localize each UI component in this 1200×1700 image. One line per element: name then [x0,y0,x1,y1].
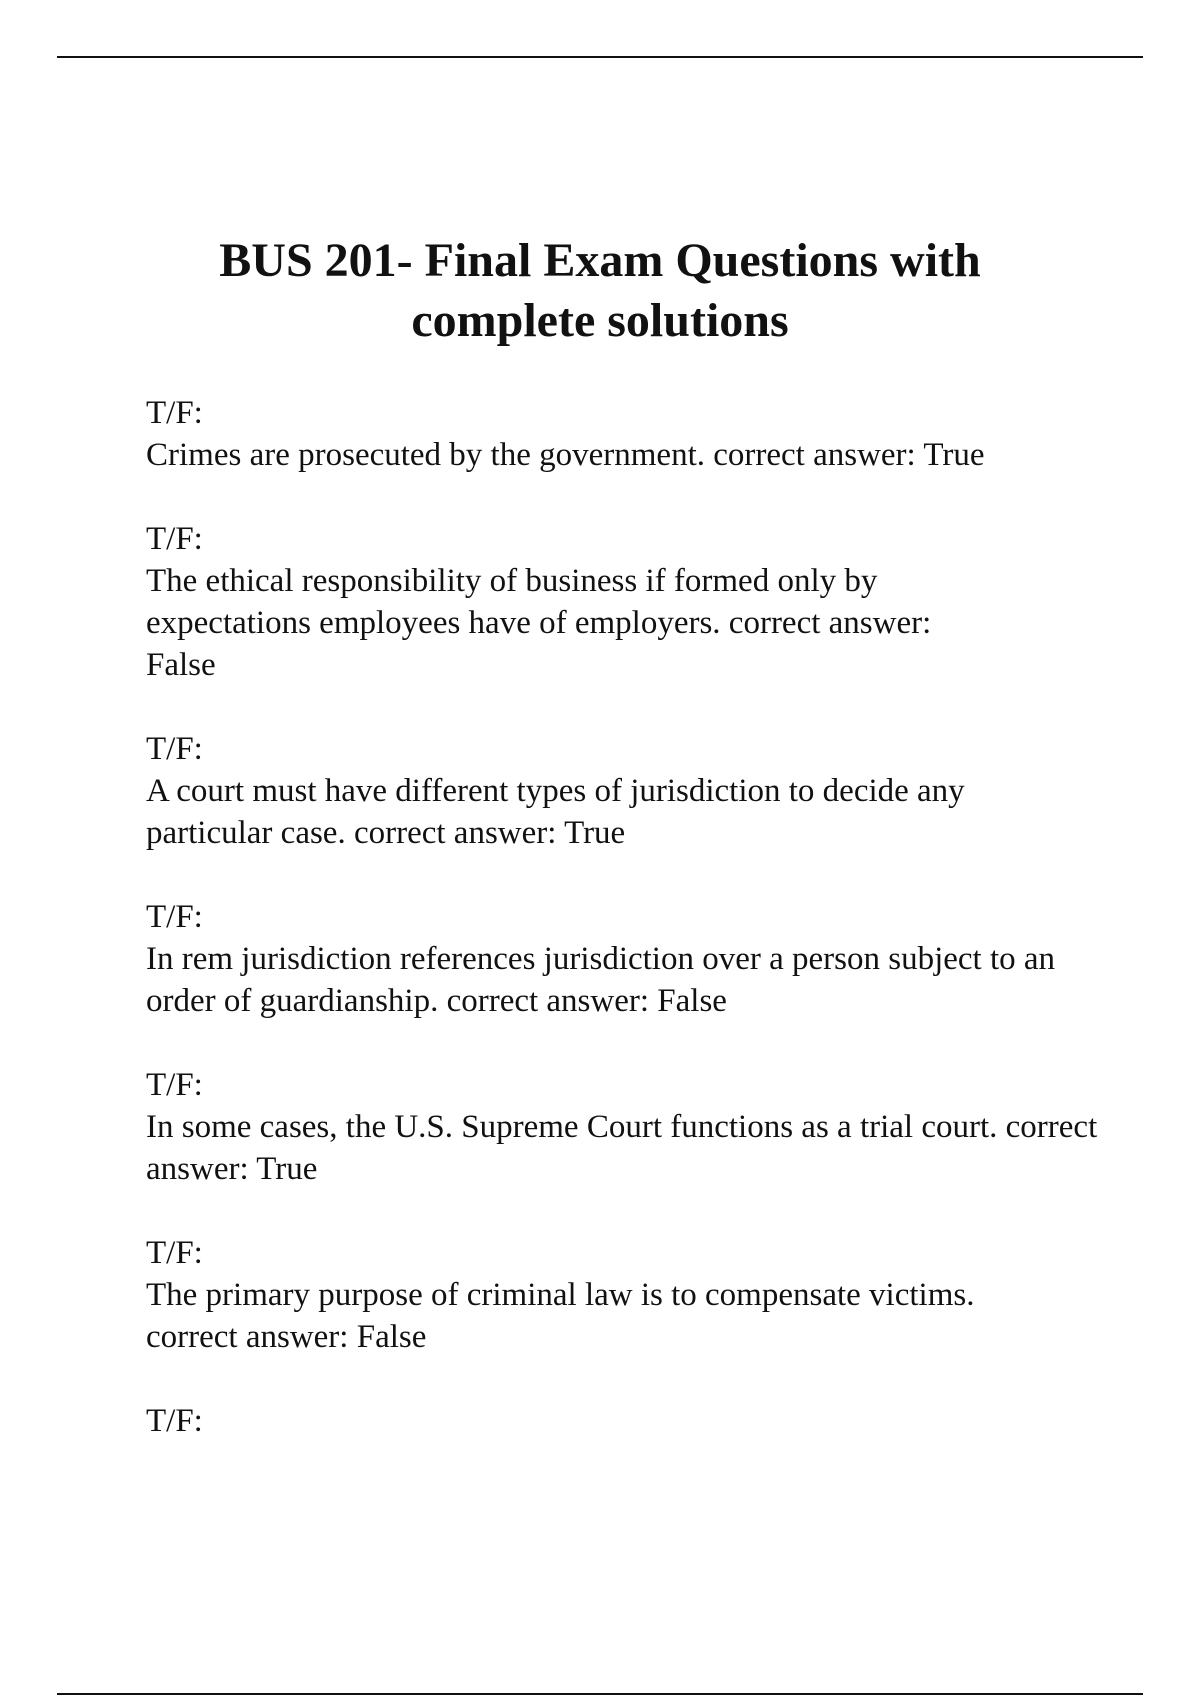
question-text: In rem jurisdiction references jurisdiction over a person subject to an order of guardianship. correct answer: False [146,941,1056,1019]
footer-rule [57,1693,1143,1695]
question-item [146,518,1146,686]
question-item [146,1400,1146,1442]
question-item [146,728,1146,854]
question-type: T/F: [146,1235,203,1271]
question-type: T/F: [146,731,203,767]
question-type: T/F: [146,395,203,431]
document-title [100,231,1100,351]
question-item [146,896,1146,1022]
question-item [146,1232,1146,1358]
title-line-1: BUS 201- Final Exam Questions with [219,234,981,287]
question-type: T/F: [146,899,203,935]
question-text: A court must have different types of jurisdiction to decide any particular case. correct answer: True [146,773,965,851]
question-text: In some cases, the U.S. Supreme Court functions as a trial court. correct answer: True [146,1109,1098,1187]
header-rule [57,56,1143,58]
question-type: T/F: [146,1067,203,1103]
question-text: The ethical responsibility of business if formed only by expectations employees have of employers. correct answer: False [146,563,932,683]
question-type: T/F: [146,1403,203,1439]
question-item [146,1064,1146,1190]
question-item [146,392,1146,476]
question-text: The primary purpose of criminal law is to compensate victims. correct answer: False [146,1277,975,1355]
question-type: T/F: [146,521,203,557]
question-text: Crimes are prosecuted by the government. correct answer: True [146,437,985,473]
question-list [146,392,1146,1484]
title-line-2: complete solutions [411,294,789,347]
